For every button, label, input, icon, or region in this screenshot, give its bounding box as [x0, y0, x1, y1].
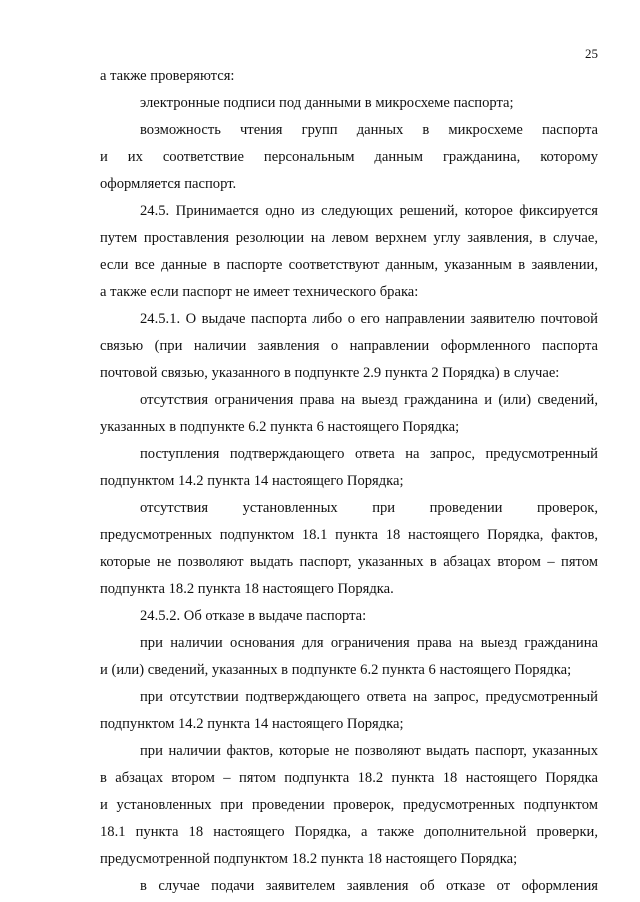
text-line: 24.5.1. О выдаче паспорта либо о его направлении заявителю почтовой: [140, 311, 598, 327]
text-line: 18.1 пункта 18 настоящего Порядка, а также дополнительной проверки,: [100, 824, 598, 840]
text-line: связью (при наличии заявления о направлении оформленного паспорта: [100, 338, 598, 354]
text-line: подпункта 18.2 пункта 18 настоящего Порядка.: [100, 581, 394, 597]
text-line: отсутствия ограничения права на выезд гражданина и (или) сведений,: [140, 392, 598, 408]
text-line: предусмотренной подпунктом 18.2 пункта 18 настоящего Порядка;: [100, 851, 518, 867]
document-body: [100, 63, 598, 900]
text-line: предусмотренных подпунктом 18.1 пункта 18 настоящего Порядка, фактов,: [100, 527, 598, 543]
text-line: 24.5. Принимается одно из следующих решений, которое фиксируется: [140, 203, 598, 219]
text-line: при наличии фактов, которые не позволяют выдать паспорт, указанных: [140, 743, 598, 759]
text-line: оформляется паспорт.: [100, 176, 237, 192]
text-line: если все данные в паспорте соответствуют данным, указанным в заявлении,: [100, 257, 598, 273]
text-line: при наличии основания для ограничения права на выезд гражданина: [140, 635, 598, 651]
text-line: отсутствия установленных при проведении проверок,: [140, 500, 598, 516]
text-line: при отсутствии подтверждающего ответа на запрос, предусмотренный: [140, 689, 598, 705]
text-line: путем проставления резолюции на левом верхнем углу заявления, в случае,: [100, 230, 598, 246]
text-line: почтовой связью, указанного в подпункте 2.9 пункта 2 Порядка) в случае:: [100, 365, 560, 381]
text-line: указанных в подпункте 6.2 пункта 6 настоящего Порядка;: [100, 419, 460, 435]
text-line: а также проверяются:: [100, 68, 235, 84]
text-line: подпунктом 14.2 пункта 14 настоящего Порядка;: [100, 716, 404, 732]
text-line: и установленных при проведении проверок, предусмотренных подпунктом: [100, 797, 598, 813]
text-line: и (или) сведений, указанных в подпункте 6.2 пункта 6 настоящего Порядка;: [100, 662, 572, 678]
page-number: 25: [585, 46, 598, 61]
text-line: поступления подтверждающего ответа на запрос, предусмотренный: [140, 446, 598, 462]
text-line: 24.5.2. Об отказе в выдаче паспорта:: [140, 608, 367, 624]
text-line: в абзацах втором – пятом подпункта 18.2 пункта 18 настоящего Порядка: [100, 770, 598, 786]
text-line: возможность чтения групп данных в микросхеме паспорта: [140, 122, 598, 138]
text-line: которые не позволяют выдать паспорт, указанных в абзацах втором – пятом: [100, 554, 598, 570]
text-line: и их соответствие персональным данным гражданина, которому: [100, 149, 598, 165]
text-line: в случае подачи заявителем заявления об отказе от оформления: [140, 878, 598, 894]
text-line: электронные подписи под данными в микросхеме паспорта;: [140, 95, 514, 111]
text-line: подпунктом 14.2 пункта 14 настоящего Порядка;: [100, 473, 404, 489]
text-line: а также если паспорт не имеет технического брака:: [100, 284, 419, 300]
